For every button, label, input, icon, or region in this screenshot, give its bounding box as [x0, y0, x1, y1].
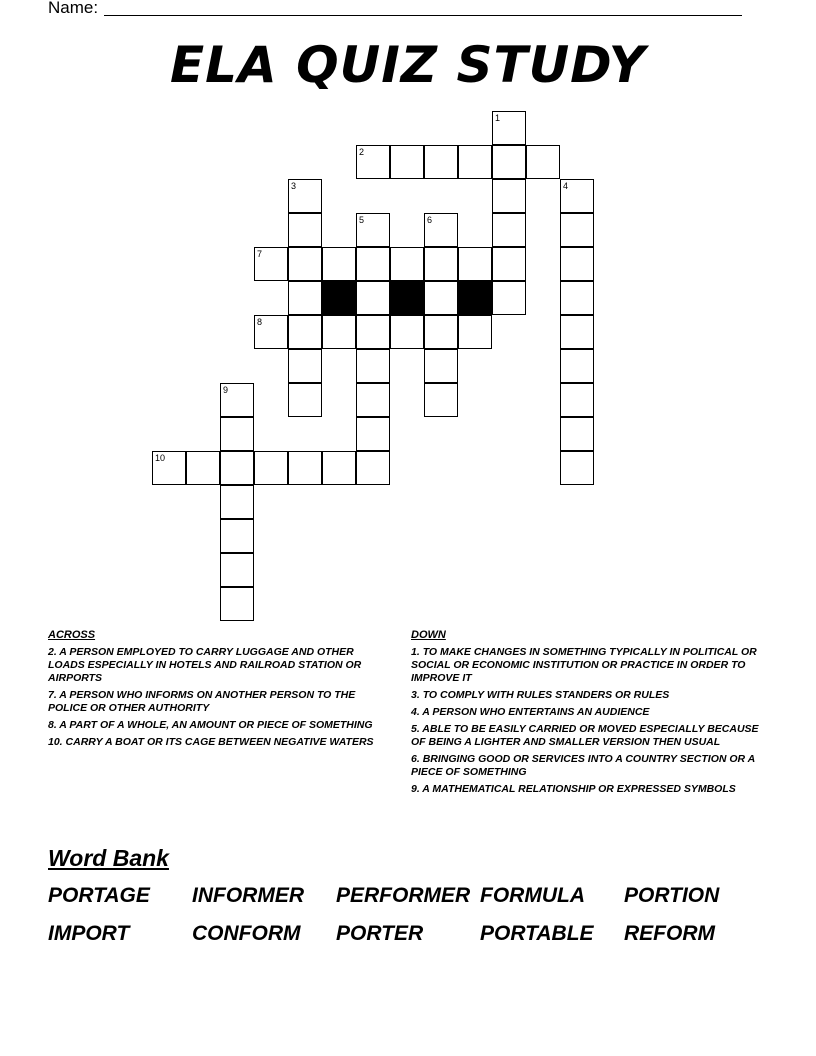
clue-number: 10.: [48, 736, 63, 748]
crossword-cell[interactable]: [322, 315, 356, 349]
crossword-cell[interactable]: [288, 451, 322, 485]
crossword-cell[interactable]: [288, 247, 322, 281]
across-heading: ACROSS: [48, 629, 96, 641]
word-bank-item: INFORMER: [192, 884, 304, 907]
clue-text: A MATHEMATICAL RELATIONSHIP OR EXPRESSED SYMBOLS: [422, 783, 736, 795]
clue-across-8: [48, 719, 388, 732]
crossword-cell[interactable]: [560, 383, 594, 417]
clue-number: 7.: [48, 689, 57, 701]
word-bank-item: FORMULA: [480, 884, 585, 907]
crossword-cell[interactable]: [288, 349, 322, 383]
crossword-cell[interactable]: [186, 451, 220, 485]
crossword-cell[interactable]: [356, 247, 390, 281]
crossword-cell[interactable]: [560, 213, 594, 247]
clue-number-label: 1: [495, 113, 501, 123]
page-title: ELA QUIZ STUDY: [169, 36, 647, 94]
clue-text: TO MAKE CHANGES IN SOMETHING TYPICALLY IN POLITICAL OR SOCIAL OR ECONOMIC INSTITUTION OR PRACTICE IN ORDER TO IMPROVE IT: [411, 646, 757, 684]
crossword-cell[interactable]: [288, 281, 322, 315]
clue-number-label: 6: [427, 215, 433, 225]
crossword-cell[interactable]: [492, 281, 526, 315]
clue-text: A PERSON EMPLOYED TO CARRY LUGGAGE AND OTHER LOADS ESPECIALLY IN HOTELS AND RAILROAD STATION OR AIRPORTS: [48, 646, 362, 684]
crossword-cell[interactable]: [492, 145, 526, 179]
crossword-cell[interactable]: [390, 145, 424, 179]
word-bank-item: PERFORMER: [336, 884, 471, 907]
crossword-cell[interactable]: [560, 315, 594, 349]
crossword-block: [322, 281, 356, 315]
across-clues: [48, 629, 388, 753]
clue-number-label: 8: [257, 317, 263, 327]
crossword-cell[interactable]: [356, 417, 390, 451]
clue-number: 4.: [411, 706, 420, 718]
clue-number-label: 10: [155, 453, 166, 463]
clue-down-1: [411, 646, 771, 685]
crossword-cell[interactable]: [220, 553, 254, 587]
clue-number-label: 7: [257, 249, 263, 259]
crossword-cell[interactable]: [220, 417, 254, 451]
clue-down-5: [411, 723, 771, 749]
crossword-cell[interactable]: [424, 145, 458, 179]
clue-text: A PERSON WHO ENTERTAINS AN AUDIENCE: [422, 706, 650, 718]
crossword-cell[interactable]: [492, 179, 526, 213]
clue-text: CARRY A BOAT OR ITS CAGE BETWEEN NEGATIVE WATERS: [65, 736, 374, 748]
name-label: Name:: [48, 0, 99, 17]
crossword-cell[interactable]: [424, 247, 458, 281]
crossword-cell[interactable]: [424, 349, 458, 383]
crossword-block: [458, 281, 492, 315]
clue-down-6: [411, 753, 771, 779]
crossword-cell[interactable]: [356, 281, 390, 315]
clue-number-label: 4: [563, 181, 569, 191]
clue-across-2: [48, 646, 388, 685]
word-bank-item: REFORM: [624, 922, 715, 945]
clue-down-9: [411, 783, 771, 796]
crossword-cell[interactable]: [220, 587, 254, 621]
crossword-cell[interactable]: [526, 145, 560, 179]
clue-text: A PERSON WHO INFORMS ON ANOTHER PERSON TO THE POLICE OR OTHER AUTHORITY: [48, 689, 356, 714]
crossword-cell[interactable]: [254, 451, 288, 485]
clue-number: 5.: [411, 723, 420, 735]
clue-number-label: 3: [291, 181, 297, 191]
crossword-cell[interactable]: [220, 485, 254, 519]
crossword-cell[interactable]: [560, 451, 594, 485]
crossword-cell[interactable]: [322, 451, 356, 485]
clue-number: 8.: [48, 719, 57, 731]
crossword-cell[interactable]: [356, 349, 390, 383]
crossword-cell[interactable]: [288, 315, 322, 349]
crossword-cell[interactable]: [390, 315, 424, 349]
clue-number: 6.: [411, 753, 420, 765]
word-bank-item: PORTABLE: [480, 922, 594, 945]
word-bank-item: CONFORM: [192, 922, 301, 945]
crossword-cell[interactable]: [220, 519, 254, 553]
crossword-cell[interactable]: [322, 247, 356, 281]
clue-number-label: 9: [223, 385, 229, 395]
crossword-cell[interactable]: [458, 315, 492, 349]
clue-number-label: 2: [359, 147, 365, 157]
clue-text: ABLE TO BE EASILY CARRIED OR MOVED ESPECIALLY BECAUSE OF BEING A LIGHTER AND SMALLER VERSION THEN USUAL: [411, 723, 759, 748]
crossword-cell[interactable]: [560, 247, 594, 281]
clue-number: 1.: [411, 646, 420, 658]
crossword-cell[interactable]: [220, 451, 254, 485]
crossword-cell[interactable]: [492, 247, 526, 281]
clue-across-7: [48, 689, 388, 715]
crossword-cell[interactable]: [424, 281, 458, 315]
down-clues: [411, 629, 771, 800]
crossword-cell[interactable]: [356, 451, 390, 485]
clue-across-10: [48, 736, 388, 749]
crossword-cell[interactable]: [356, 383, 390, 417]
clue-text: BRINGING GOOD OR SERVICES INTO A COUNTRY SECTION OR A PIECE OF SOMETHING: [411, 753, 755, 778]
crossword-cell[interactable]: [288, 213, 322, 247]
crossword-cell[interactable]: [560, 417, 594, 451]
crossword-cell[interactable]: [492, 213, 526, 247]
crossword-cell[interactable]: [288, 383, 322, 417]
word-bank-title: Word Bank: [48, 845, 169, 871]
crossword-cell[interactable]: [458, 247, 492, 281]
crossword-cell[interactable]: [424, 383, 458, 417]
crossword-cell[interactable]: [390, 247, 424, 281]
word-bank-item: PORTION: [624, 884, 720, 907]
crossword-cell[interactable]: [356, 315, 390, 349]
crossword-cell[interactable]: [560, 281, 594, 315]
clue-text: TO COMPLY WITH RULES STANDERS OR RULES: [422, 689, 670, 701]
down-heading: DOWN: [411, 629, 446, 641]
clue-number: 2.: [48, 646, 57, 658]
crossword-block: [390, 281, 424, 315]
word-bank-item: IMPORT: [48, 922, 130, 945]
word-bank-item: PORTAGE: [48, 884, 150, 907]
clue-text: A PART OF A WHOLE, AN AMOUNT OR PIECE OF SOMETHING: [59, 719, 373, 731]
clue-number: 3.: [411, 689, 420, 701]
word-bank-item: PORTER: [336, 922, 424, 945]
crossword-cell[interactable]: [424, 315, 458, 349]
crossword-cell[interactable]: [458, 145, 492, 179]
clue-down-4: [411, 706, 771, 719]
clue-number-label: 5: [359, 215, 365, 225]
clue-down-3: [411, 689, 771, 702]
clue-number: 9.: [411, 783, 420, 795]
crossword-cell[interactable]: [560, 349, 594, 383]
